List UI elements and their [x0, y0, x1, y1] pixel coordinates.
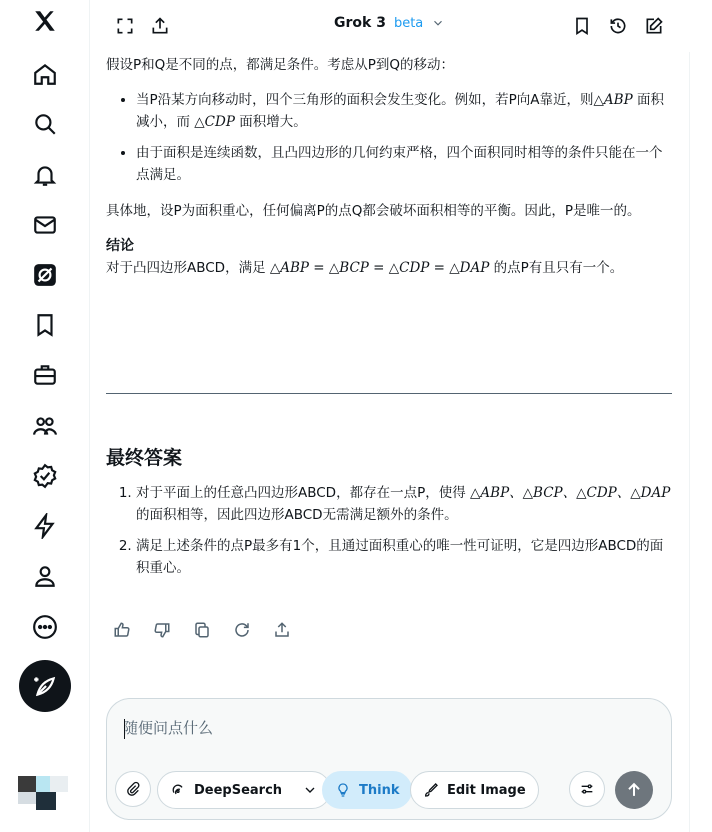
think-label: Think: [359, 782, 400, 798]
bell-icon[interactable]: [28, 158, 62, 192]
brush-icon: [423, 782, 439, 798]
chat-input[interactable]: [123, 717, 643, 745]
attach-button[interactable]: [115, 771, 151, 807]
top-bar: [90, 0, 690, 52]
intro-paragraph: 假设P和Q是不同的点，都满足条件。考虑从P到Q的移动：: [106, 57, 455, 73]
final-answer-content: [106, 482, 672, 588]
page-title: Grok 3: [334, 15, 386, 31]
response-actions: [112, 620, 292, 640]
new-chat-icon[interactable]: [642, 14, 666, 38]
list-item: • 由于面积是连续函数，且凸四边形的几何约束严格，四个面积同时相等的条件只能在一个点满足。: [136, 142, 672, 186]
arrow-up-icon: [624, 780, 644, 800]
settings-button[interactable]: [569, 771, 605, 807]
more-icon[interactable]: [28, 610, 62, 644]
list-item: 1. 对于平面上的任意凸四边形ABCD，都存在一点P，使得 △ABP、△BCP、△CDP、△DAP 的面积相等，因此四边形ABCD无需满足额外的条件。: [136, 482, 672, 526]
chevron-down-icon: [431, 16, 445, 30]
bookmark-icon[interactable]: [28, 308, 62, 342]
copy-icon[interactable]: [192, 620, 212, 640]
chat-composer: [106, 698, 672, 820]
lightbulb-icon: [335, 782, 351, 798]
think-button[interactable]: [322, 771, 412, 809]
home-icon[interactable]: [28, 57, 62, 91]
chevron-down-icon[interactable]: [302, 782, 318, 798]
lightning-icon[interactable]: [28, 509, 62, 543]
compose-button[interactable]: [19, 660, 71, 712]
communities-icon[interactable]: [28, 409, 62, 443]
send-button[interactable]: [615, 771, 653, 809]
response-content: [106, 54, 672, 279]
regenerate-icon[interactable]: [232, 620, 252, 640]
edit-image-label: Edit Image: [447, 782, 526, 798]
profile-icon[interactable]: [28, 559, 62, 593]
deepsearch-icon: [170, 782, 186, 798]
final-answer-heading: 最终答案: [106, 447, 183, 469]
x-logo-icon[interactable]: [28, 4, 62, 38]
paperclip-icon: [125, 781, 141, 797]
mail-icon[interactable]: [28, 208, 62, 242]
search-icon[interactable]: [28, 107, 62, 141]
edit-image-button[interactable]: [410, 771, 539, 809]
sliders-icon: [579, 781, 595, 797]
model-selector[interactable]: [334, 15, 445, 31]
avatar[interactable]: [18, 776, 68, 810]
paragraph: 具体地，设P为面积重心，任何偏离P的点Q都会破坏面积相等的平衡。因此，P是唯一的。: [106, 203, 641, 219]
column-border: [689, 0, 690, 832]
beta-badge: beta: [393, 15, 424, 31]
conclusion-heading: 结论: [106, 238, 134, 254]
deepsearch-label: DeepSearch: [194, 782, 283, 798]
grok-icon[interactable]: [28, 258, 62, 292]
left-nav: [0, 0, 90, 832]
thumbs-up-icon[interactable]: [112, 620, 132, 640]
text-caret: [124, 719, 125, 739]
list-item: 2. 满足上述条件的点P最多有1个，且通过面积重心的唯一性可证明，它是四边形ABCD的面积重心。: [136, 535, 672, 579]
expand-icon[interactable]: [113, 14, 137, 38]
conclusion-paragraph: 对于凸四边形ABCD，满足 △ABP = △BCP = △CDP = △DAP 的点P有且只有一个。: [106, 260, 624, 276]
divider: [106, 393, 672, 394]
jobs-icon[interactable]: [28, 358, 62, 392]
reasoning-list: [106, 89, 672, 186]
list-item: • 当P沿某方向移动时，四个三角形的面积会发生变化。例如，若P向A靠近，则△ABP 面积减小，而 △CDP 面积增大。: [136, 89, 672, 133]
history-icon[interactable]: [606, 14, 630, 38]
deepsearch-button[interactable]: [157, 771, 331, 809]
share-icon[interactable]: [272, 620, 292, 640]
bookmark-icon[interactable]: [570, 14, 594, 38]
verified-icon[interactable]: [28, 459, 62, 493]
share-icon[interactable]: [148, 14, 172, 38]
thumbs-down-icon[interactable]: [152, 620, 172, 640]
answer-list: [106, 482, 672, 579]
